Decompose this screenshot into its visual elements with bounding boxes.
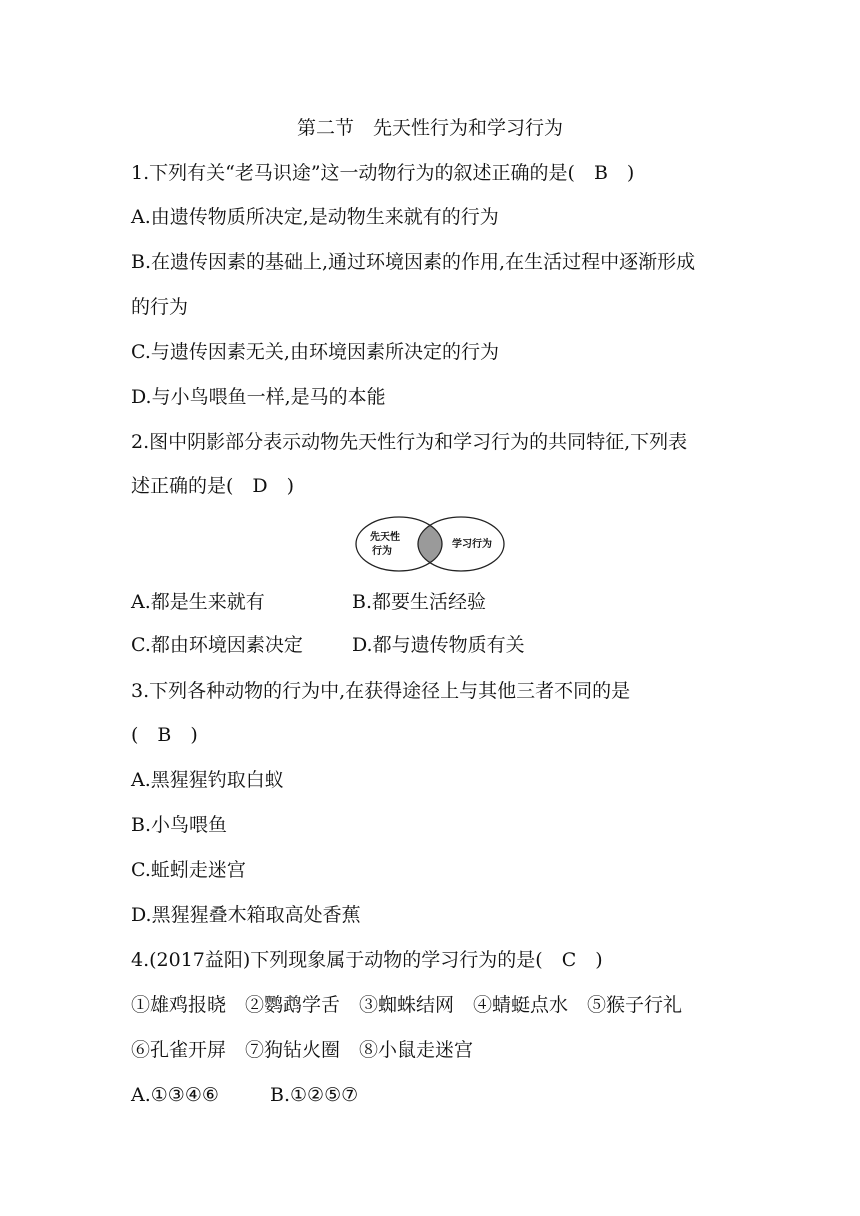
q3-option-c: C.蚯蚓走迷宫	[131, 859, 246, 881]
q1-stem: 1.下列有关“老马识途”这一动物行为的叙述正确的是( B )	[131, 162, 635, 184]
section-title: 第二节 先天性行为和学习行为	[296, 117, 563, 139]
q4-items-line2: ⑥孔雀开屏 ⑦狗钻火圈 ⑧小鼠走迷宫	[131, 1039, 474, 1061]
q3-option-d: D.黑猩猩叠木箱取高处香蕉	[131, 904, 361, 926]
q1-option-c: C.与遗传因素无关,由环境因素所决定的行为	[131, 341, 499, 363]
q1-option-a: A.由遗传物质所决定,是动物生来就有的行为	[131, 206, 499, 228]
q3-stem-line1: 3.下列各种动物的行为中,在获得途径上与其他三者不同的是	[131, 680, 631, 702]
q2-option-c: C.都由环境因素决定	[131, 634, 303, 656]
q4-stem: 4.(2017益阳)下列现象属于动物的学习行为的是( C )	[131, 949, 603, 971]
q3-stem-line2: ( B )	[131, 724, 198, 746]
q4-items-line1: ①雄鸡报晓 ②鹦鹉学舌 ③蜘蛛结网 ④蜻蜓点水 ⑤猴子行礼	[131, 994, 683, 1016]
q1-option-b-line2: 的行为	[131, 296, 189, 318]
q1-option-d: D.与小鸟喂鱼一样,是马的本能	[131, 386, 386, 408]
venn-left-label-line2: 行为	[372, 546, 392, 557]
q2-option-b: B.都要生活经验	[352, 591, 487, 613]
q2-option-a: A.都是生来就有	[131, 591, 265, 613]
q2-option-d: D.都与遗传物质有关	[352, 634, 525, 656]
q4-option-b: B.①②⑤⑦	[270, 1084, 359, 1106]
q2-stem-line1: 2.图中阴影部分表示动物先天性行为和学习行为的共同特征,下列表	[131, 431, 688, 453]
q1-option-b-line1: B.在遗传因素的基础上,通过环境因素的作用,在生活过程中逐渐形成	[131, 251, 696, 273]
q4-option-a: A.①③④⑥	[131, 1084, 219, 1106]
q2-stem-line2: 述正确的是( D )	[131, 475, 295, 497]
q3-option-b: B.小鸟喂鱼	[131, 814, 228, 836]
venn-right-label: 学习行为	[452, 539, 492, 550]
venn-diagram	[354, 514, 506, 574]
q3-option-a: A.黑猩猩钓取白蚁	[131, 769, 284, 791]
venn-left-label-line1: 先天性	[370, 532, 400, 543]
